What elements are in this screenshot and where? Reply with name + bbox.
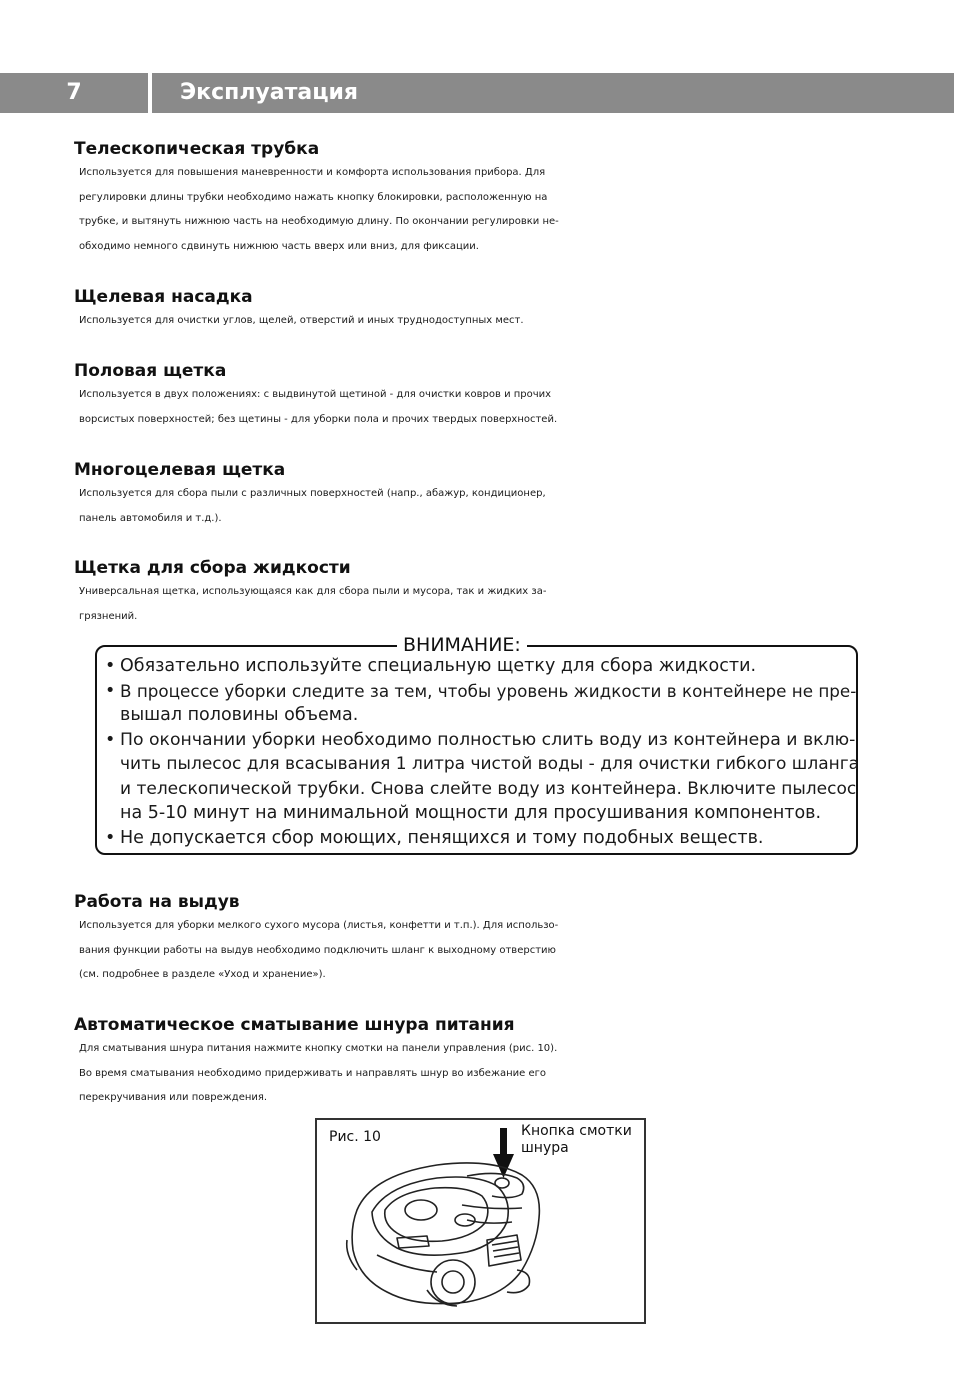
section-line: вания функции работы на выдув необходимо подключить шланг к выходному отверстию <box>79 944 556 956</box>
section-line: Используется для уборки мелкого сухого мусора (листья, конфетти и т.п.). Для использо- <box>79 920 559 931</box>
warning-item <box>105 679 857 728</box>
warning-list <box>105 654 860 850</box>
section-line: Универсальная щетка, использующаяся как для сбора пыли и мусора, так и жидких за- <box>79 586 547 597</box>
section-title: Автоматическое сматывание шнура питания <box>74 1015 515 1035</box>
section-title: Телескопическая трубка <box>74 139 320 159</box>
section-liquid-brush <box>74 556 884 629</box>
section-line: обходимо немного сдвинуть нижнюю часть вверх или вниз, для фиксации. <box>79 240 479 252</box>
section-cord-rewind <box>74 1013 884 1111</box>
section-line: Используется для очистки углов, щелей, отверстий и иных труднодоступных мест. <box>79 315 524 326</box>
warning-line: вышал половины объема. <box>120 705 359 725</box>
section-line: Во время сматывания необходимо придерживать и направлять шнур во избежание его <box>79 1067 546 1079</box>
page-title: Эксплуатация <box>180 80 359 105</box>
section-multipurpose-brush <box>74 458 884 531</box>
section-title: Половая щетка <box>74 361 227 381</box>
header-bar <box>0 73 954 113</box>
section-line: Используется для сбора пыли с различных поверхностей (напр., абажур, кондиционер, <box>79 488 546 499</box>
warning-line: Обязательно используйте специальную щетку для сбора жидкости. <box>120 656 757 676</box>
bullet: • <box>105 680 116 701</box>
figure-label-line: Кнопка смотки <box>521 1123 632 1139</box>
figure-caption: Рис. 10 <box>329 1129 381 1145</box>
warning-box <box>95 634 860 855</box>
bullet: • <box>105 827 116 848</box>
warning-line: чить пылесос для всасывания 1 литра чистой воды - для очистки гибкого шланга <box>120 754 860 774</box>
section-line: панель автомобиля и т.д.). <box>79 512 222 524</box>
bullet: • <box>105 656 116 676</box>
warning-item <box>105 654 850 679</box>
warning-line: По окончании уборки необходимо полностью слить воду из контейнера и вклю- <box>120 729 856 750</box>
section-line: трубке, и вытянуть нижнюю часть на необходимую длину. По окончании регулировки не- <box>79 216 559 227</box>
section-crevice-nozzle <box>74 285 884 334</box>
section-title: Щетка для сбора жидкости <box>74 558 351 578</box>
figure-label <box>521 1123 646 1157</box>
header-divider <box>148 73 152 113</box>
section-line: Для сматывания шнура питания нажмите кнопку смотки на панели управления (рис. 10). <box>79 1043 558 1054</box>
figure-label-line: шнура <box>521 1140 569 1156</box>
page-number: 7 <box>66 80 82 105</box>
section-title: Щелевая насадка <box>74 287 253 307</box>
section-floor-brush <box>74 359 884 432</box>
warning-line: на 5-10 минут на минимальной мощности для просушивания компонентов. <box>120 803 822 823</box>
warning-item <box>105 826 850 851</box>
warning-title: ВНИМАНИЕ: <box>397 633 527 657</box>
section-line: (см. подробнее в разделе «Уход и хранение»). <box>79 969 326 980</box>
section-line: Используется для повышения маневренности и комфорта использования прибора. Для <box>79 167 546 178</box>
warning-item <box>105 728 860 826</box>
warning-line: Не допускается сбор моющих, пенящихся и тому подобных веществ. <box>120 827 764 848</box>
bullet: • <box>105 729 116 750</box>
warning-line: В процессе уборки следите за тем, чтобы уровень жидкости в контейнере не пре- <box>120 680 857 701</box>
section-blow-mode <box>74 890 884 988</box>
section-title: Работа на выдув <box>74 892 240 912</box>
section-telescopic-tube <box>74 137 884 259</box>
section-line: грязнений. <box>79 610 138 622</box>
warning-line: и телескопической трубки. Снова слейте воду из контейнера. Включите пылесос <box>120 778 857 799</box>
section-line: перекручивания или повреждения. <box>79 1092 268 1103</box>
figure-10 <box>315 1118 646 1324</box>
section-line: регулировки длины трубки необходимо нажать кнопку блокировки, расположенную на <box>79 191 548 203</box>
section-title: Многоцелевая щетка <box>74 460 286 480</box>
section-line: ворсистых поверхностей; без щетины - для уборки пола и прочих твердых поверхностей. <box>79 413 558 425</box>
section-line: Используется в двух положениях: с выдвинутой щетиной - для очистки ковров и прочих <box>79 389 552 400</box>
